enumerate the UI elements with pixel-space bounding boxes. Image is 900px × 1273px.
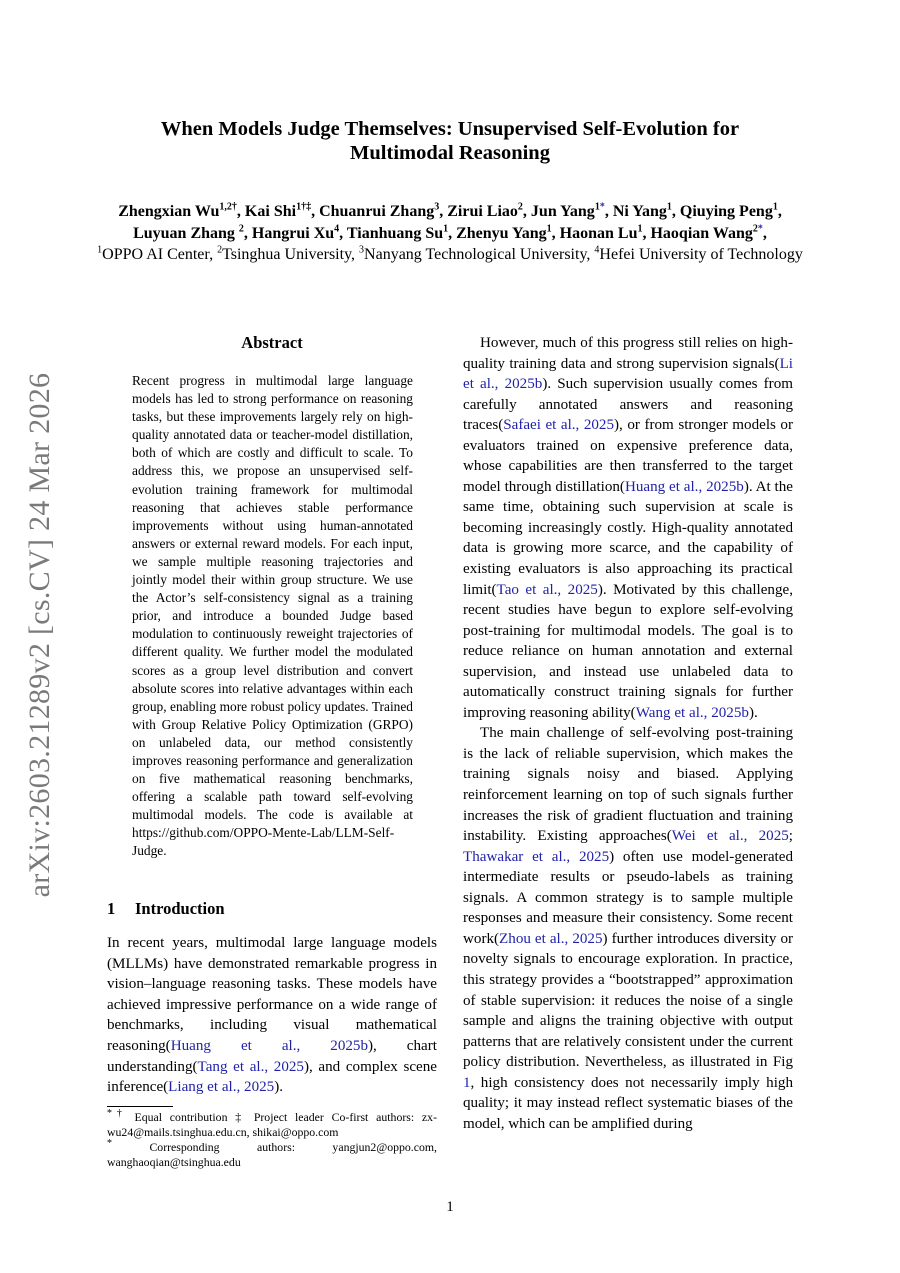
author-name: Jun Yang xyxy=(530,203,595,220)
arxiv-identifier: arXiv:2603.21289v2 [cs.CV] 24 Mar 2026 xyxy=(23,372,56,898)
body-text: In recent years, multimodal large language models (MLLMs) have demonstrated remarkable progress in vision–language reasoning tasks. These models have achieved impressive performance on a wide range of benchmarks, including visual mathematical reasoning( xyxy=(107,935,437,1054)
author-sup: 1 xyxy=(772,201,778,213)
citation-link[interactable]: Huang et al., 2025b xyxy=(170,1037,369,1054)
author-sup: 2 xyxy=(238,223,244,235)
page-number: 1 xyxy=(446,1199,454,1215)
paragraph xyxy=(463,723,793,1134)
right-column xyxy=(463,333,793,1134)
body-text: ). Motivated by this challenge, recent studies have begun to explore self-evolving post-training for multimodal models. The goal is to reduce reliance on human annotation and external supervision, and instead use unlabeled data to automatically construct training signals for further improving reasoning ability( xyxy=(463,581,793,721)
author-line-1: Zhengxian $Wu^{1,2\dagger}$, Kai Shi$^{1\dagger\ddagger}$, Chuanrui Zhang$^3$, Zirui Liao$^2$, Jun Yang$^{1*}$, Ni Yang$^1$, Qiuying Peng$^1$, xyxy=(118,201,782,220)
intro-paragraph xyxy=(107,933,437,1098)
paragraph xyxy=(463,333,793,723)
author-sup: 1 xyxy=(637,223,643,235)
author-name: Zhenyu Yang xyxy=(456,225,547,242)
author-sup: 3 xyxy=(434,201,440,213)
affil-sup: 1 xyxy=(97,244,103,256)
author-name: Zirui Liao xyxy=(447,203,518,220)
author-name: Hangrui Xu xyxy=(251,225,335,242)
author-name: Zhengxian Wu xyxy=(118,203,220,220)
author-name: Ni Yang xyxy=(612,203,667,220)
affil-name: Hefei University of Technology xyxy=(599,246,803,263)
paper-title xyxy=(0,117,900,165)
affil-name: Tsinghua University, xyxy=(222,246,360,263)
body-text: ) further introduces diversity or novelty signals to encourage exploration. In practice, this strategy provides a “bootstrapped” approximation of stable supervision: it reduces the noise of a single sample and aligns the training objective with output patterns that are relatively consistent under the current policy distribution. Nevertheless, as illustrated in Fig xyxy=(463,930,794,1071)
author-name: Kai Shi xyxy=(244,203,297,220)
body-text: ). xyxy=(274,1079,284,1096)
citation-link[interactable]: Huang et al., 2025b xyxy=(624,478,744,495)
author-sup: 1,2† xyxy=(219,201,237,213)
author-name: Luyuan Zhang xyxy=(133,225,235,242)
affil-name: Nanyang Technological University, xyxy=(364,246,595,263)
affil-sup: 2 xyxy=(217,244,223,256)
footnote-divider xyxy=(107,1106,173,1107)
section-number: 1 xyxy=(107,899,116,918)
author-sup: 1 xyxy=(443,223,449,235)
body-text: ). xyxy=(748,704,758,721)
author-list xyxy=(0,201,900,245)
author-name: Haoqian Wang xyxy=(650,225,753,242)
footnote-mark: * xyxy=(107,1138,112,1150)
body-text: ; xyxy=(788,828,793,845)
body-text: ) often use model-generated intermediate results or pseudo-labels as training signals. A common strategy is to sample multiple responses and measure their consistency. Some recent work( xyxy=(463,848,793,947)
citation-link[interactable]: Zhou et al., 2025 xyxy=(499,930,603,947)
citation-link[interactable]: Thawakar et al., 2025 xyxy=(463,848,610,865)
author-sup: 2 xyxy=(752,223,758,235)
author-sup: 4 xyxy=(334,223,340,235)
corresponding-mark: * xyxy=(599,201,605,213)
footnote-2 xyxy=(107,1140,437,1170)
abstract-heading: Abstract xyxy=(241,333,303,352)
footnote-text: Corresponding authors: yangjun2@oppo.com, wanghaoqian@tsinghua.edu xyxy=(107,1140,437,1169)
author-sup: 1 xyxy=(546,223,552,235)
author-line-2: Luyuan Zhang $^2$, Hangrui Xu$^4$, Tianhuang Su$^1$, Zhenyu Yang$^1$, Haonan Lu$^1$, Haoqian Wang$^{2*}$, xyxy=(133,223,767,242)
body-text: ), or from stronger models or evaluators trained on expensive preference data, whose capabilities are then transferred to the target model through distillation( xyxy=(463,417,793,495)
author-name: Chuanrui Zhang xyxy=(319,203,435,220)
body-text: ). At the same time, obtaining such supervision at scale is becoming increasingly costly. High-quality annotated data is growing more scarce, and the capability of existing evaluators is also approaching its practical limit( xyxy=(463,478,793,598)
affil-name: OPPO AI Center, xyxy=(102,246,218,263)
section-title: Introduction xyxy=(135,899,225,918)
body-text: The main challenge of self-evolving post-training is the lack of reliable supervision, which makes the training signals noisy and biased. Applying reinforcement learning on top of such signals further increases the risk of gradient fluctuation and training instability. Existing approaches( xyxy=(463,725,793,845)
author-name: Tianhuang Su xyxy=(346,225,444,242)
citation-link[interactable]: Li et al., 2025b xyxy=(463,355,793,393)
title-line-1: When Models Judge Themselves: Unsupervised Self-Evolution for xyxy=(160,118,740,140)
corresponding-mark: * xyxy=(757,223,763,235)
citation-link[interactable]: Liang et al., 2025 xyxy=(168,1079,275,1096)
footnote-text: Equal contribution ‡ Project leader Co-first authors: zx-wu24@mails.tsinghua.edu.cn, shikai@oppo.com xyxy=(107,1110,437,1139)
body-text: ). Such supervision usually comes from carefully annotated answers and reasoning traces( xyxy=(463,376,793,434)
footnote-mark: *† xyxy=(107,1108,127,1120)
author-sup: 1 xyxy=(666,201,672,213)
citation-link[interactable]: Safaei et al., 2025 xyxy=(503,417,615,434)
author-sup: 1 xyxy=(594,201,600,213)
footnote-1 xyxy=(107,1110,437,1140)
citation-link[interactable]: Tao et al., 2025 xyxy=(496,581,598,598)
abstract-body: Recent progress in multimodal large language models has led to strong performance on reasoning tasks, but these improvements largely rely on high-quality annotated data or teacher-model distillation, both of which are costly and difficult to scale. To address this, we propose an unsupervised self-evolution training framework for multimodal reasoning that achieves stable performance improvements without using human-annotated answers or external reward models. For each input, we sample multiple reasoning trajectories and jointly model their within group structure. We use the Actor’s self-consistency signal as a training prior, and introduce a bounded Judge based modulation to continuously reweight trajectories of different quality. We further model the modulated scores as a group level distribution and convert absolute scores into relative advantages within each group, enabling more robust policy updates. Trained with Group Relative Policy Optimization (GRPO) on unlabeled data, our method consistently improves reasoning performance and generalization on five mathematical reasoning benchmarks, offering a scalable path toward self-evolving multimodal models. The code is available at https://github.com/OPPO-Mente-Lab/LLM-Self-Judge. xyxy=(132,373,413,859)
author-sup: 1†‡ xyxy=(296,201,312,213)
figure-link[interactable]: 1 xyxy=(463,1074,471,1091)
body-text: ), and complex scene inference( xyxy=(107,1058,437,1096)
affil-sup: 4 xyxy=(594,244,600,256)
author-sup: 2 xyxy=(517,201,523,213)
body-text: , high consistency does not necessarily imply high quality; it may instead reflect systematic biases of the model, which can be amplified during xyxy=(463,1074,793,1132)
body-text: However, much of this progress still relies on high-quality training data and strong supervision signals( xyxy=(463,335,793,372)
section-heading xyxy=(107,899,225,919)
affiliations xyxy=(0,244,900,266)
body-text: ), chart understanding( xyxy=(107,1037,437,1075)
footnotes xyxy=(107,1110,437,1170)
citation-link[interactable]: Wang et al., 2025b xyxy=(635,704,749,721)
title-line-2: Multimodal Reasoning xyxy=(350,142,550,164)
citation-link[interactable]: Wei et al., 2025 xyxy=(671,828,789,845)
affil-sup: 3 xyxy=(359,244,365,256)
citation-link[interactable]: Tang et al., 2025 xyxy=(197,1058,304,1075)
author-name: Haonan Lu xyxy=(559,225,638,242)
author-name: Qiuying Peng xyxy=(679,203,773,220)
